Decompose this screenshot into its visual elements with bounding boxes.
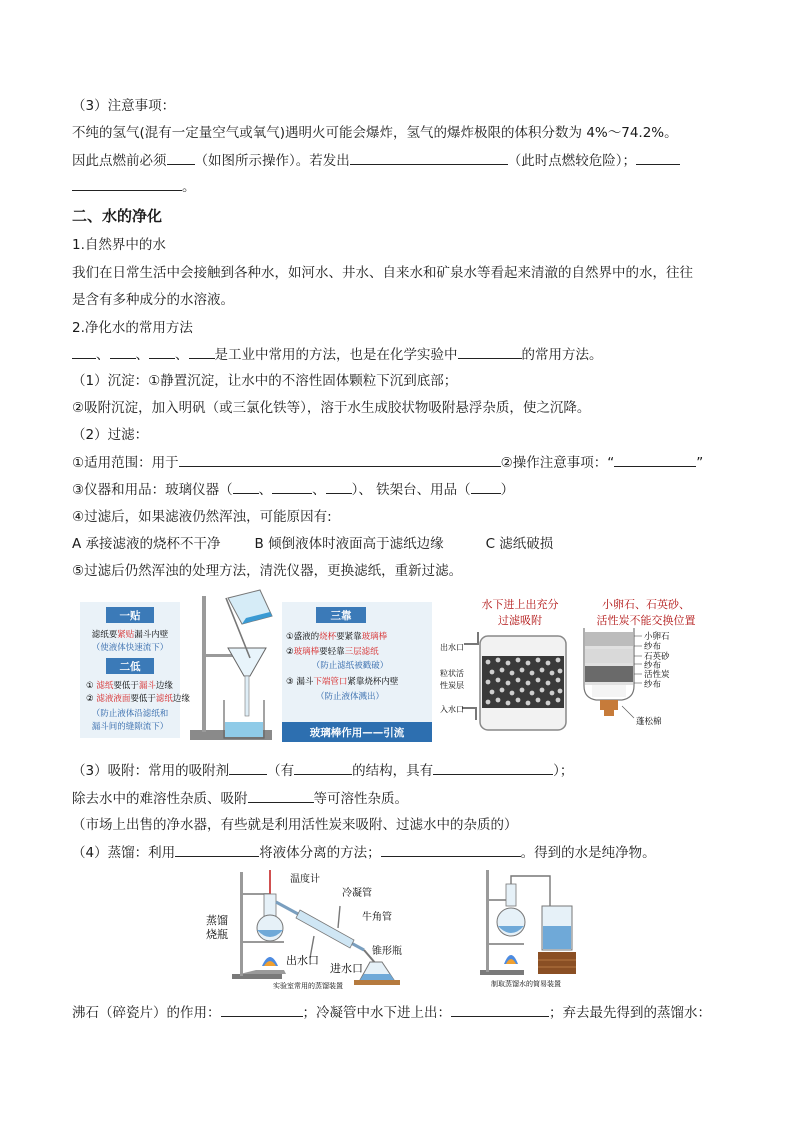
blank[interactable] <box>350 150 508 165</box>
distillation-caption: 实验室常用的蒸馏装置 <box>273 982 343 990</box>
erdi-rule-2: ② 滤液液面要低于滤纸边缘 <box>86 694 190 704</box>
blank[interactable] <box>149 344 175 359</box>
hydrogen-note: 不纯的氢气(混有一定量空气或氧气)遇明火可能会爆炸，氢气的爆炸极限的体积分数为 4%～74.2%。 <box>72 125 678 141</box>
flask-label-1: 蒸馏 <box>206 914 228 927</box>
blank[interactable] <box>326 479 352 494</box>
blank[interactable] <box>179 452 501 467</box>
layers-title-2: 活性炭不能交换位置 <box>596 614 696 627</box>
carbon-layer-label-2: 性炭层 <box>440 681 464 690</box>
erdi-note-2: 漏斗间的缝隙流下） <box>91 722 169 732</box>
sankao-note-1: （防止滤纸被戳破） <box>311 661 389 671</box>
filtration-apparatus-drawing <box>190 590 272 740</box>
filtration-scope: ①适用范围：用于 ②操作注意事项：“ ” <box>72 452 703 473</box>
layer-label-gauze-2: 纱布 <box>644 661 662 671</box>
blank[interactable] <box>110 344 136 359</box>
simple-distillation-caption: 制取蒸馏水的简易装置 <box>491 980 561 988</box>
carbon-title-1: 水下进上出充分 <box>481 598 559 611</box>
blank[interactable] <box>72 176 182 191</box>
layer-label-cotton: 蓬松棉 <box>636 717 662 727</box>
filtration-remedy: ⑤过滤后仍然浑浊的处理方法，清洗仪器，更换滤纸，重新过滤。 <box>72 563 463 579</box>
ignition-line-2: 。 <box>72 176 196 197</box>
layer-label-carbon: 活性炭 <box>644 670 670 680</box>
carbon-filter-figure <box>440 596 580 746</box>
boiling-stone-line: 沸石（碎瓷片）的作用： ；冷凝管中水下进上出： ；弃去最先得到的蒸馏水： <box>72 1002 711 1023</box>
blank[interactable] <box>248 788 314 803</box>
erdi-note-1: （防止液体沿滤纸和 <box>91 709 169 719</box>
blank[interactable] <box>458 344 522 359</box>
glass-rod-role: 玻璃棒作用——引流 <box>309 727 405 739</box>
methods-line: 、 、 、 是工业中常用的方法，也是在化学实验中 的常用方法。 <box>72 344 603 365</box>
blank[interactable] <box>636 150 680 165</box>
inlet-label: 进水口 <box>330 962 363 975</box>
filtration-heading: （2）过滤： <box>72 427 149 443</box>
sankao-note-2: （防止液体溅出） <box>315 692 385 702</box>
thermometer-label: 温度计 <box>290 874 320 885</box>
layer-label-gauze-3: 纱布 <box>644 680 662 690</box>
ignition-line: 因此点燃前必须 （如图所示操作）。若发出 （此时点燃较危险）； <box>72 150 680 171</box>
filtration-apparatus: ③仪器和用品：玻璃仪器（ 、 、 ）、 铁架台、用品（ ） <box>72 479 514 500</box>
carbon-layer-label-1: 粒状活 <box>440 669 464 678</box>
subheading-methods: 2.净化水的常用方法 <box>72 320 193 336</box>
condenser-label: 冷凝管 <box>342 888 372 899</box>
inlet-label: 入水口 <box>440 705 464 714</box>
filtration-reasons: A 承接滤液的烧杯不干净 B 倾倒液体时液面高于滤纸边缘 C 滤纸破损 <box>72 536 554 552</box>
section-3-title: （3）注意事项： <box>72 98 176 114</box>
blank[interactable] <box>272 479 312 494</box>
flask-label-2: 烧瓶 <box>206 928 228 941</box>
blank[interactable] <box>229 760 267 775</box>
blank[interactable] <box>294 760 352 775</box>
blank[interactable] <box>167 150 195 165</box>
layers-title-1: 小卵石、石英砂、 <box>602 598 690 611</box>
outlet-label: 出水口 <box>440 643 464 652</box>
yitie-title: 一贴 <box>119 610 141 622</box>
layer-label-quartz: 石英砂 <box>644 652 670 662</box>
part-2-heading: 二、水的净化 <box>72 207 163 225</box>
simple-distillation-figure <box>470 866 580 990</box>
sankao-rule-1: ①盛液的烧杯要紧靠玻璃棒 <box>286 632 388 642</box>
sankao-title: 三靠 <box>330 610 352 622</box>
blank[interactable] <box>175 842 259 857</box>
distillation-apparatus-drawing <box>232 870 400 985</box>
paragraph: 是含有多种成分的水溶液。 <box>72 292 234 308</box>
blank[interactable] <box>451 1002 549 1017</box>
paragraph: 我们在日常生活中会接触到各种水，如河水、井水、自来水和矿泉水等看起来清澈的自然界中的水，往往 <box>72 265 693 281</box>
blank[interactable] <box>381 842 521 857</box>
blank[interactable] <box>433 760 553 775</box>
sedimentation-1: （1）沉淀：①静置沉淀，让水中的不溶性固体颗粒下沉到底部； <box>72 373 458 389</box>
filtration-figure <box>80 588 432 758</box>
erdi-rule-1: ① 滤纸要低于漏斗边缘 <box>86 681 173 691</box>
layered-filter-figure <box>582 594 724 734</box>
distillation-figure <box>204 866 414 990</box>
bottle-drawing <box>584 628 634 716</box>
sankao-rule-2: ②玻璃棒要轻靠三层滤纸 <box>286 647 379 657</box>
erdi-title: 二低 <box>119 661 141 673</box>
simple-apparatus-drawing <box>480 870 576 975</box>
carbon-title-2: 过滤吸附 <box>498 614 542 627</box>
blank[interactable] <box>471 479 501 494</box>
adsorption-line: （3）吸附：常用的吸附剂 （有 的结构，具有 ）； <box>72 760 573 781</box>
blank[interactable] <box>233 479 259 494</box>
carbon-column-drawing <box>462 632 566 730</box>
layer-label-gauze-1: 纱布 <box>644 642 662 652</box>
layer-label-pebbles: 小卵石 <box>644 632 670 642</box>
blank[interactable] <box>614 452 696 467</box>
outlet-label: 出水口 <box>286 954 319 967</box>
blank[interactable] <box>189 344 215 359</box>
subheading-natural-water: 1.自然界中的水 <box>72 237 166 253</box>
conical-flask-label: 锥形瓶 <box>372 946 402 957</box>
blank[interactable] <box>72 344 96 359</box>
sedimentation-2: ②吸附沉淀，加入明矾（或三氯化铁等），溶于水生成胶状物吸附悬浮杂质，使之沉降。 <box>72 400 591 416</box>
sankao-rule-3: ③ 漏斗下端管口紧靠烧杯内壁 <box>286 677 399 687</box>
blank[interactable] <box>221 1002 303 1017</box>
market-note: （市场上出售的净水器，有些就是利用活性炭来吸附、过滤水中的杂质的） <box>72 817 518 833</box>
yitie-rule: 滤纸要紧贴漏斗内壁 <box>91 630 169 640</box>
distillation-line: （4）蒸馏：利用 将液体分离的方法； 。得到的水是纯净物。 <box>72 842 656 863</box>
filtration-cloudy: ④过滤后，如果滤液仍然浑浊，可能原因有: <box>72 509 332 525</box>
adapter-label: 牛角管 <box>362 912 392 923</box>
adsorption-line-2: 除去水中的难溶性杂质、吸附 等可溶性杂质。 <box>72 788 408 809</box>
yitie-note: （使液体快速流下） <box>91 643 169 653</box>
